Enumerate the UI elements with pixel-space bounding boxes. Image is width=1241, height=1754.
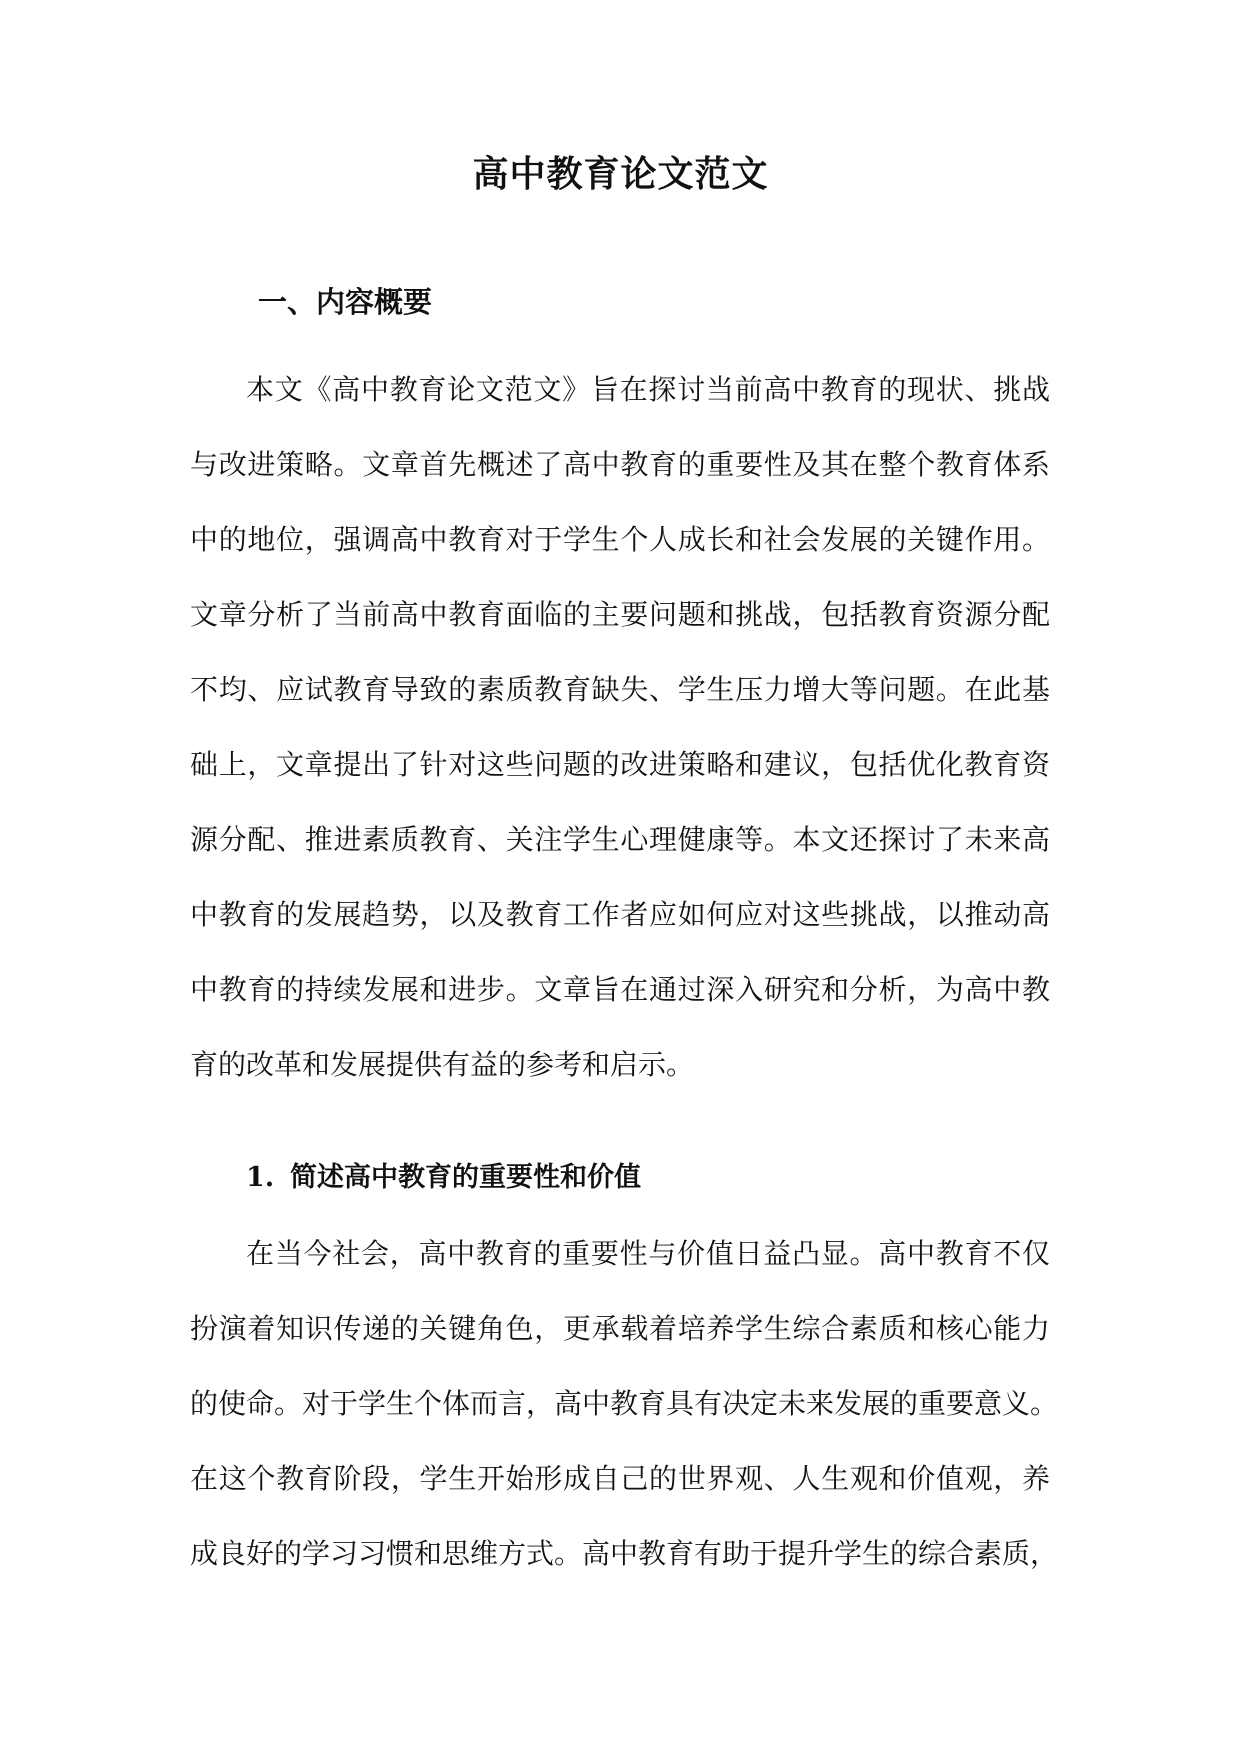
paragraph-line: 成良好的学习习惯和思维方式。高中教育有助于提升学生的综合素质， — [190, 1537, 1059, 1570]
paragraph-line: 扮演着知识传递的关键角色，更承载着培养学生综合素质和核心能力 — [190, 1312, 1050, 1345]
paragraph-line: 中教育的持续发展和进步。文章旨在通过深入研究和分析，为高中教 — [190, 973, 1050, 1006]
subsection-heading-importance — [246, 1158, 641, 1198]
paragraph-line: 的使命。对于学生个体而言，高中教育具有决定未来发展的重要意义。 — [190, 1387, 1059, 1420]
document-title: 高中教育论文范文 — [472, 153, 769, 195]
paragraph-line: 在当今社会，高中教育的重要性与价值日益凸显。高中教育不仅 — [246, 1237, 1050, 1270]
section-heading-summary: 一、内容概要 — [258, 285, 433, 319]
subsection-number: 1. — [246, 1162, 275, 1193]
summary-paragraph — [190, 352, 1050, 1102]
paragraph-line: 本文《高中教育论文范文》旨在探讨当前高中教育的现状、挑战 — [246, 373, 1050, 406]
importance-paragraph — [190, 1216, 1059, 1591]
paragraph-line: 源分配、推进素质教育、关注学生心理健康等。本文还探讨了未来高 — [190, 823, 1050, 856]
paragraph-line: 与改进策略。文章首先概述了高中教育的重要性及其在整个教育体系 — [190, 448, 1050, 481]
paragraph-line: 在这个教育阶段，学生开始形成自己的世界观、人生观和价值观，养 — [190, 1462, 1050, 1495]
paragraph-line: 中教育的发展趋势，以及教育工作者应如何应对这些挑战，以推动高 — [190, 898, 1050, 931]
paragraph-line: 育的改革和发展提供有益的参考和启示。 — [190, 1048, 695, 1081]
paragraph-line: 中的地位，强调高中教育对于学生个人成长和社会发展的关键作用。 — [190, 523, 1050, 556]
paragraph-line: 文章分析了当前高中教育面临的主要问题和挑战，包括教育资源分配 — [190, 598, 1050, 631]
subsection-title: 简述高中教育的重要性和价值 — [290, 1162, 641, 1193]
paragraph-line: 础上，文章提出了针对这些问题的改进策略和建议，包括优化教育资 — [190, 748, 1050, 781]
paragraph-line: 不均、应试教育导致的素质教育缺失、学生压力增大等问题。在此基 — [190, 673, 1050, 706]
